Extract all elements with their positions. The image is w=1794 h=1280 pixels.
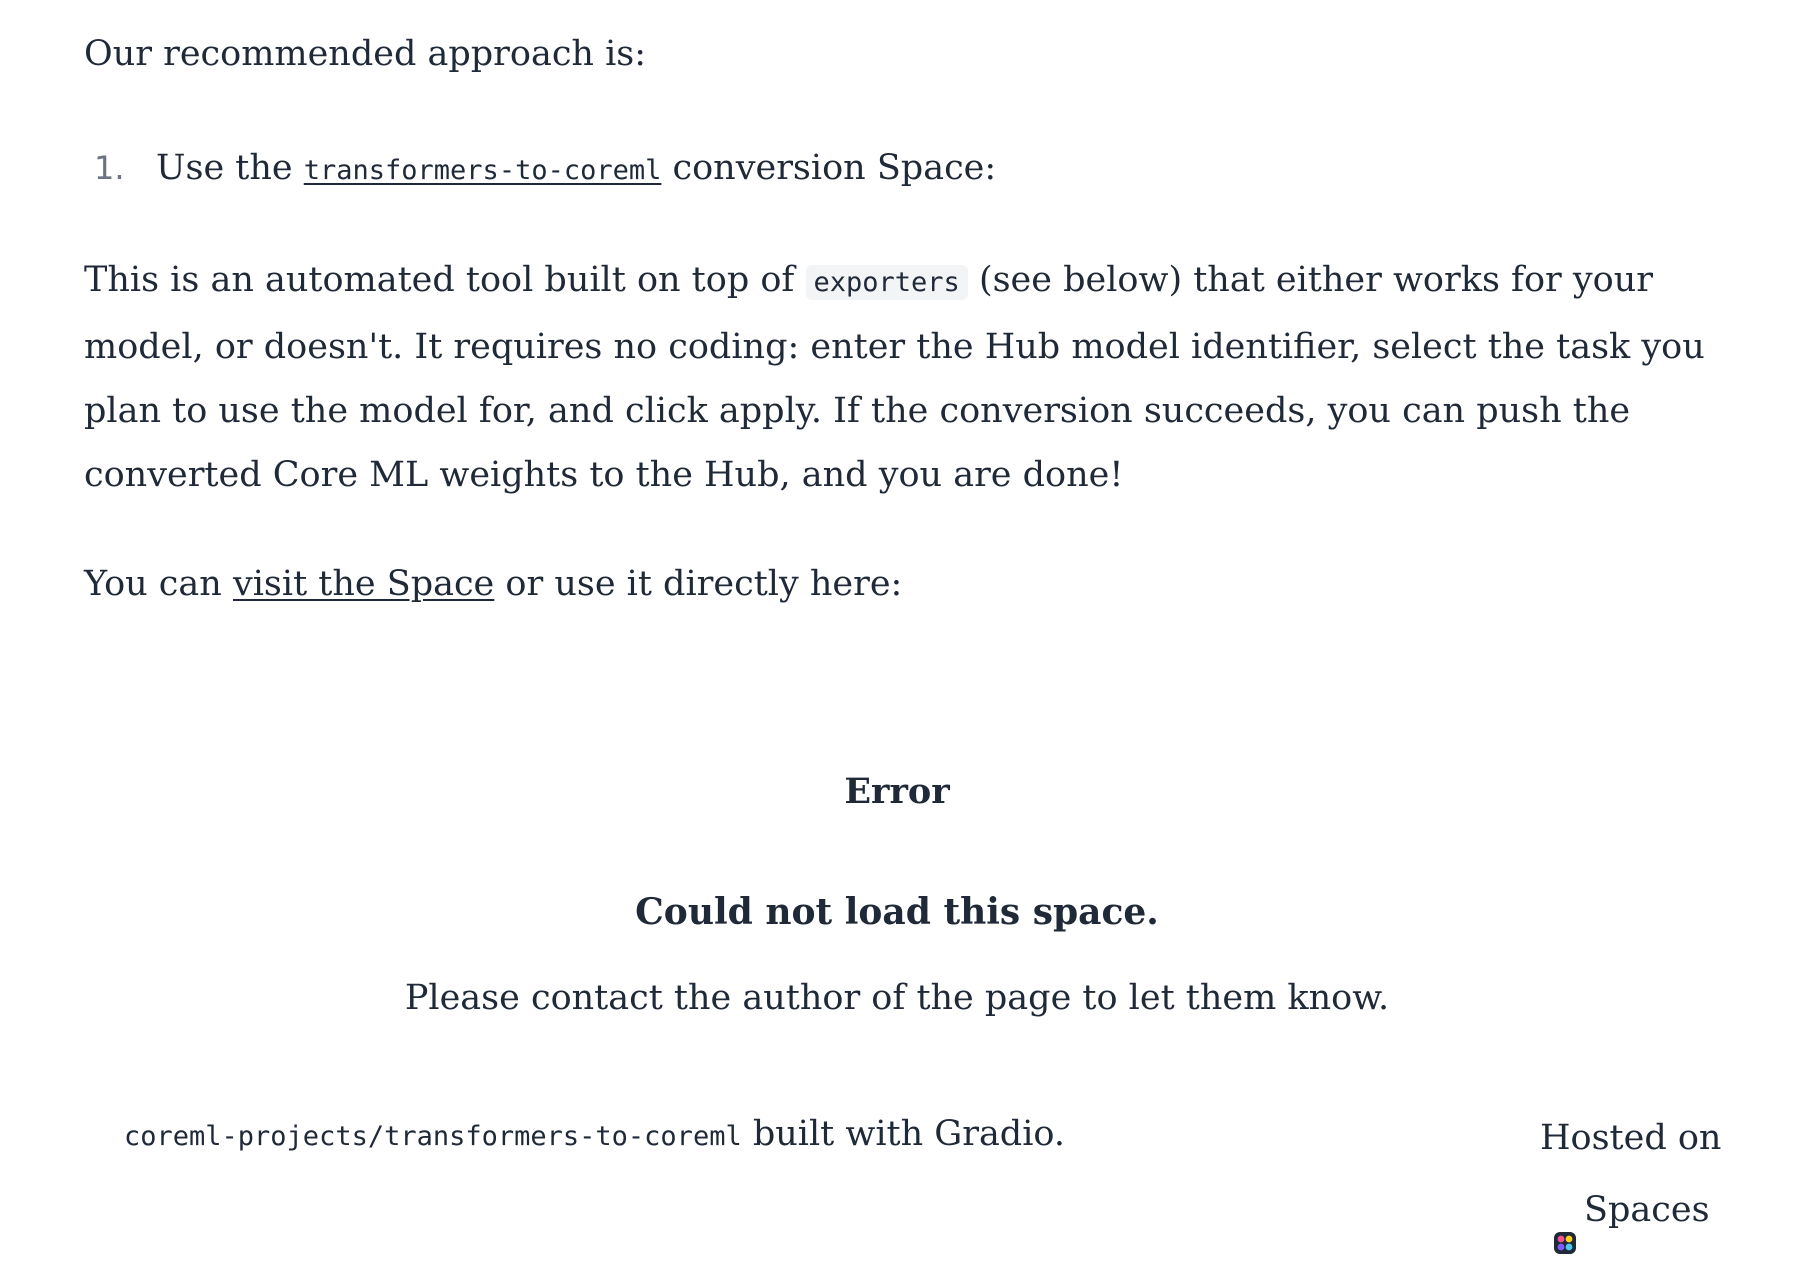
hosted-on-text: Hosted on	[1540, 1118, 1722, 1158]
list-item	[84, 136, 996, 203]
repo-name: coreml-projects/transformers-to-coreml	[124, 1121, 742, 1152]
error-title: Error	[844, 771, 950, 812]
transformers-to-coreml-code: transformers-to-coreml	[303, 155, 662, 186]
visit-suffix: or use it directly here:	[494, 564, 903, 604]
visit-paragraph	[84, 552, 902, 616]
error-message: Please contact the author of the page to let them know.	[404, 978, 1390, 1018]
list-prefix: Use the	[156, 148, 304, 188]
list-number: 1.	[94, 149, 125, 187]
automated-tool-paragraph	[84, 248, 1764, 507]
visit-prefix: You can	[84, 564, 233, 604]
hosted-on-spaces[interactable]	[1540, 1102, 1740, 1246]
automated-part2: (see below) that either works for your model, or doesn't. It requires no coding: enter the Hub model identifier, select the task you plan to use the model for, and click apply. If the conversion succeeds, you can push the converted Core ML weights to the Hub, and you are done!	[84, 260, 1705, 495]
transformers-to-coreml-link[interactable]	[304, 148, 662, 188]
intro-paragraph: Our recommended approach is:	[84, 34, 647, 74]
exporters-code: exporters	[806, 265, 968, 300]
automated-part1: This is an automated tool built on top of	[84, 260, 806, 300]
built-with-text: built with Gradio.	[741, 1114, 1065, 1154]
visit-space-link[interactable]: visit the Space	[232, 564, 495, 604]
spaces-link[interactable]	[1540, 1174, 1740, 1246]
error-subtitle: Could not load this space.	[635, 891, 1159, 933]
hf-spaces-icon	[1554, 1232, 1576, 1254]
spaces-text: Spaces	[1584, 1190, 1710, 1230]
list-suffix: conversion Space:	[661, 148, 997, 188]
footer-built-with	[124, 1102, 1065, 1169]
